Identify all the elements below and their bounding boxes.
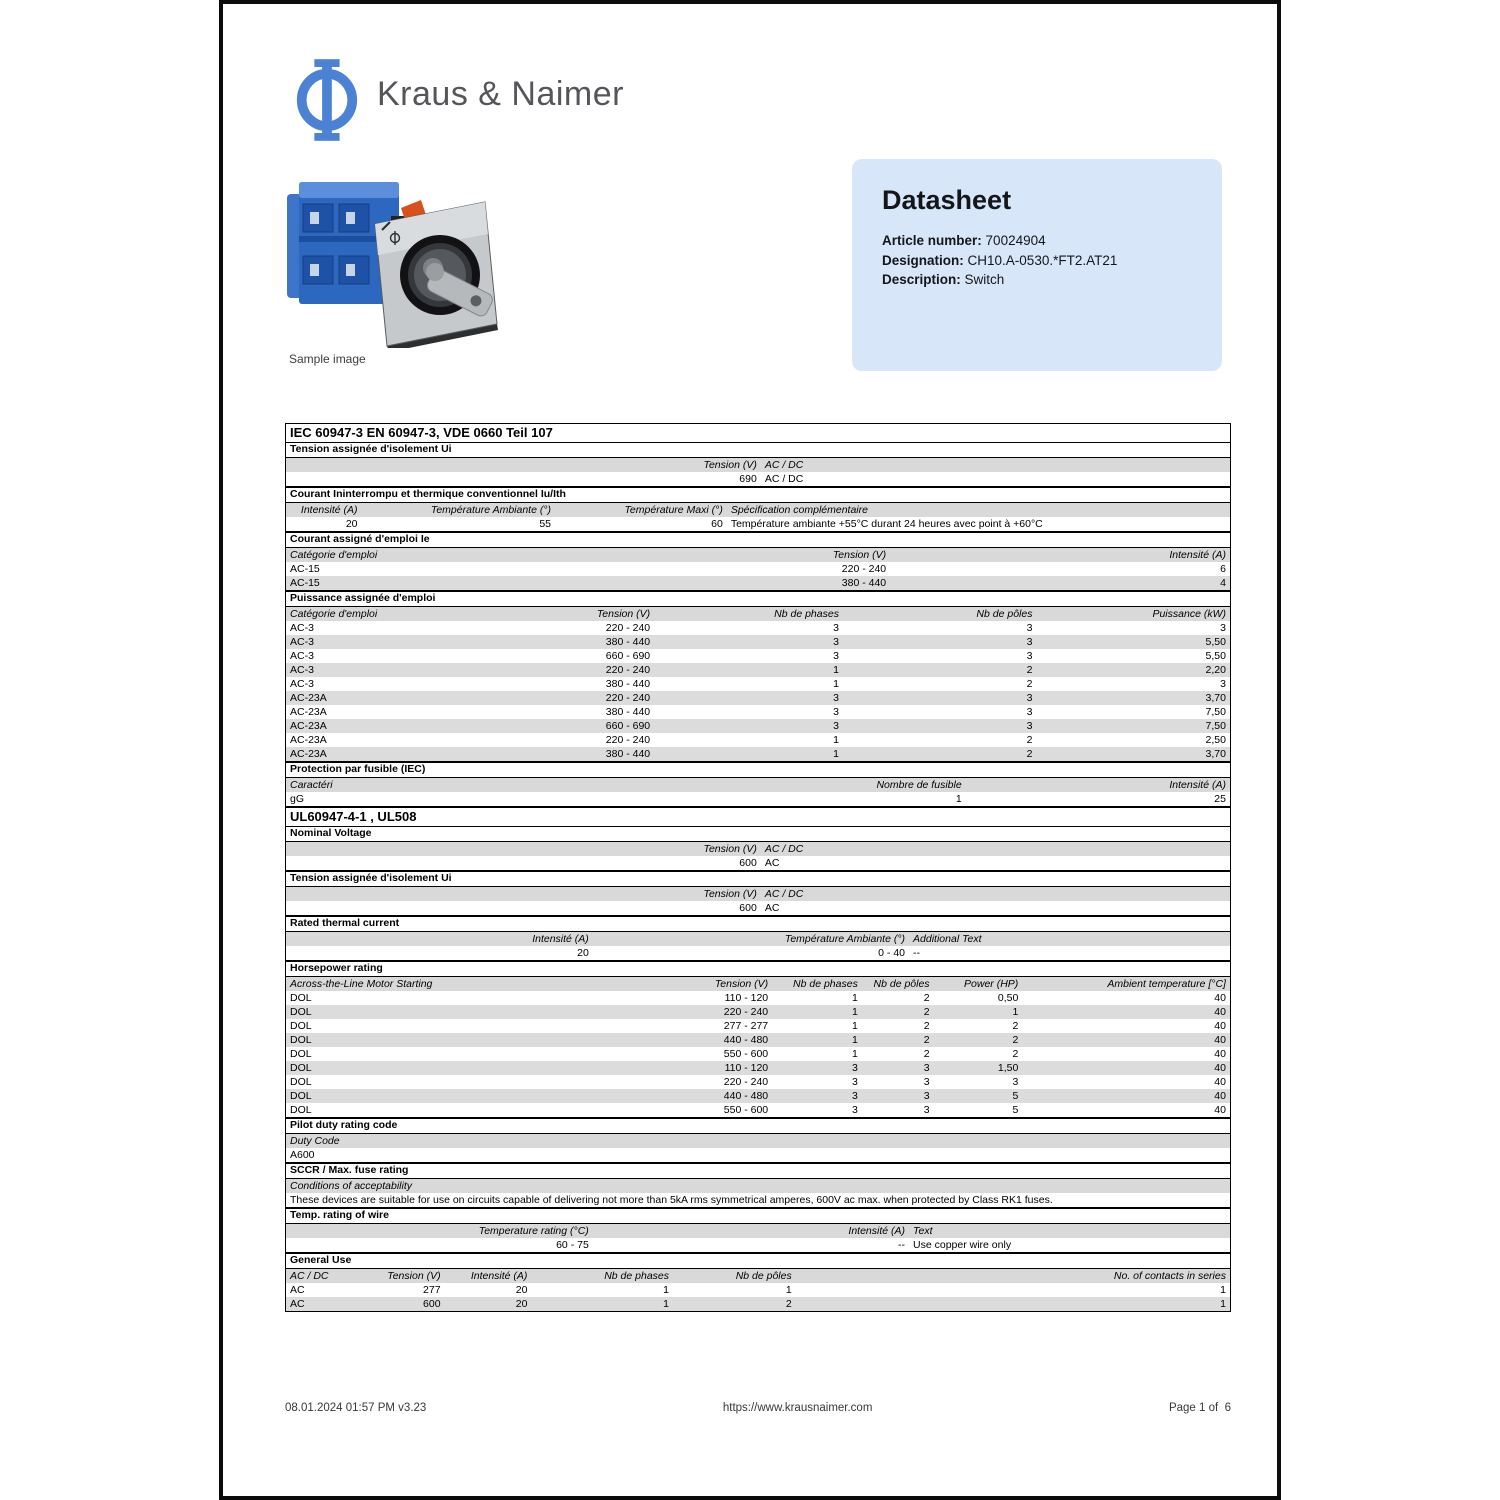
datasheet-title: Datasheet xyxy=(882,185,1012,215)
cell: 3 xyxy=(851,1076,858,1088)
section-title: Tension assignée d'isolement Ui xyxy=(290,443,452,455)
table-subsection-header xyxy=(286,486,1230,503)
cell: 380 - 440 xyxy=(605,678,651,690)
cell: 3 xyxy=(923,1104,930,1116)
cell: Intensité (A) xyxy=(1169,549,1226,561)
cell: 1 xyxy=(1012,1006,1019,1018)
table-row xyxy=(286,649,1230,663)
cell: AC xyxy=(290,1284,305,1296)
cell: 6 xyxy=(1220,563,1226,575)
cell: Duty Code xyxy=(290,1135,340,1147)
cell: 5 xyxy=(1012,1090,1019,1102)
table-row xyxy=(286,792,1230,806)
table-column-header-row xyxy=(286,1224,1230,1238)
cell: 3 xyxy=(833,622,839,634)
cell: Intensité (A) xyxy=(470,1270,528,1282)
cell: 2,50 xyxy=(1205,734,1226,746)
cell: DOL xyxy=(290,992,312,1004)
cell: 2 xyxy=(1026,664,1033,676)
designation-value: CH10.A-0530.*FT2.AT21 xyxy=(967,252,1118,268)
cell: 3 xyxy=(923,1076,930,1088)
cell: AC-3 xyxy=(290,664,314,676)
cell: Temperature rating (°C) xyxy=(478,1225,589,1237)
cell: 5,50 xyxy=(1205,650,1226,662)
cell: DOL xyxy=(290,1090,312,1102)
cell: Nb de pôles xyxy=(976,608,1033,620)
table-row xyxy=(286,1061,1230,1075)
cell: 277 xyxy=(423,1284,441,1296)
footer-page-number: Page 1 of 6 xyxy=(1168,1402,1231,1414)
cell: Température Ambiante (°) xyxy=(784,933,906,945)
table-row xyxy=(286,621,1230,635)
cell: Tension (V) xyxy=(387,1270,441,1282)
cell: 1 xyxy=(833,664,839,676)
page-footer xyxy=(285,1402,1231,1414)
cell: 3 xyxy=(1026,622,1033,634)
cell: 3 xyxy=(1026,720,1033,732)
table-column-header-row xyxy=(286,887,1230,901)
cell: Intensité (A) xyxy=(848,1225,906,1237)
cell: AC-3 xyxy=(290,622,314,634)
cell: 110 - 120 xyxy=(724,1062,769,1074)
cell: AC / DC xyxy=(764,888,804,900)
table-subsection-header xyxy=(286,1252,1230,1269)
cell: 5,50 xyxy=(1205,636,1226,648)
cell: 1 xyxy=(851,1006,858,1018)
section-title: Horsepower rating xyxy=(290,962,383,974)
cell: 3 xyxy=(833,692,839,704)
cell: 1,50 xyxy=(997,1062,1019,1074)
cell: AC xyxy=(764,902,780,914)
table-subsection-header xyxy=(286,870,1230,887)
cell: 3 xyxy=(833,636,839,648)
table-column-header-row xyxy=(286,977,1230,991)
table-row xyxy=(286,517,1230,531)
cell: 20 xyxy=(345,518,358,530)
cell: Power (HP) xyxy=(964,978,1019,990)
description-label: Description: xyxy=(882,272,961,287)
table-row xyxy=(286,1297,1230,1311)
cell: Température Ambiante (°) xyxy=(430,504,552,516)
table-row xyxy=(286,1283,1230,1297)
description-value: Switch xyxy=(964,272,1005,287)
section-title: Courant assigné d'emploi Ie xyxy=(290,533,430,545)
cell: AC-15 xyxy=(290,563,320,575)
cell: 20 xyxy=(515,1284,528,1296)
table-subsection-header xyxy=(286,590,1230,607)
cell: 40 xyxy=(1214,1006,1226,1018)
cell: 40 xyxy=(1214,1076,1226,1088)
cell: 440 - 480 xyxy=(723,1034,769,1046)
table-row xyxy=(286,747,1230,761)
cell: Catégorie d'emploi xyxy=(290,549,378,561)
section-title: SCCR / Max. fuse rating xyxy=(290,1164,409,1176)
cell: Nb de pôles xyxy=(873,978,930,990)
cell: 110 - 120 xyxy=(724,992,769,1004)
table-row xyxy=(286,663,1230,677)
cell: 2 xyxy=(923,1048,930,1060)
table-column-header-row xyxy=(286,1269,1230,1283)
cell: AC-23A xyxy=(290,720,327,732)
cell: 3 xyxy=(833,720,839,732)
cell: 3 xyxy=(1220,678,1226,690)
cell: Température Maxi (°) xyxy=(624,504,723,516)
table-column-header-row xyxy=(286,932,1230,946)
cell: 3 xyxy=(833,650,839,662)
cell: 3,70 xyxy=(1205,692,1226,704)
table-row xyxy=(286,991,1230,1005)
table-column-header-row xyxy=(286,503,1230,517)
cell: Text xyxy=(913,1225,933,1237)
cell: 2 xyxy=(923,1020,930,1032)
cell: Caractéri xyxy=(290,779,333,791)
table-row xyxy=(286,677,1230,691)
cell: 600 xyxy=(739,902,757,914)
cell: 3 xyxy=(1026,636,1033,648)
cell: 40 xyxy=(1214,992,1226,1004)
datasheet-card xyxy=(852,159,1222,371)
cell: DOL xyxy=(290,1006,312,1018)
footer-timestamp: 08.01.2024 01:57 PM v3.23 xyxy=(285,1402,427,1414)
cell: 20 xyxy=(577,947,589,959)
cell: 690 xyxy=(739,473,757,485)
table-subsection-header xyxy=(286,1117,1230,1134)
designation-line xyxy=(882,251,1194,271)
cell: 380 - 440 xyxy=(605,706,651,718)
table-row xyxy=(286,1033,1230,1047)
cell: Tension (V) xyxy=(703,843,757,855)
section-title: General Use xyxy=(290,1254,352,1266)
table-row xyxy=(286,719,1230,733)
table-row xyxy=(286,1047,1230,1061)
cell: AC-3 xyxy=(290,636,314,648)
cell: 0 - 40 xyxy=(878,947,906,959)
cell: 1 xyxy=(851,1020,858,1032)
table-row xyxy=(286,1193,1230,1207)
cell: Tension (V) xyxy=(703,459,757,471)
cell: 2 xyxy=(785,1298,792,1310)
cell: AC / DC xyxy=(290,1270,329,1282)
cell: 2,20 xyxy=(1205,664,1226,676)
cell: 1 xyxy=(663,1298,670,1310)
cell: 3 xyxy=(851,1062,858,1074)
table-column-header-row xyxy=(286,1179,1230,1193)
cell: 3 xyxy=(923,1090,930,1102)
section-title: Protection par fusible (IEC) xyxy=(290,763,426,775)
section-title: Nominal Voltage xyxy=(290,827,372,839)
cell: 1 xyxy=(833,748,839,760)
cell: Use copper wire only xyxy=(913,1239,1012,1251)
cell: 220 - 240 xyxy=(605,734,651,746)
cell: AC-3 xyxy=(290,678,314,690)
table-column-header-row xyxy=(286,842,1230,856)
cell: 600 xyxy=(423,1298,441,1310)
table-column-header-row xyxy=(286,778,1230,792)
cell: AC xyxy=(764,857,780,869)
footer-url: https://www.krausnaimer.com xyxy=(722,1402,873,1414)
cell: 2 xyxy=(1012,1048,1019,1060)
cell: 20 xyxy=(515,1298,528,1310)
table-column-header-row xyxy=(286,1134,1230,1148)
cell: AC-23A xyxy=(290,734,327,746)
cell: 1 xyxy=(833,678,839,690)
cell: AC-23A xyxy=(290,748,327,760)
cell: Nombre de fusible xyxy=(876,779,962,791)
cell: 380 - 440 xyxy=(841,577,887,589)
cell: 2 xyxy=(1026,678,1033,690)
cell: 40 xyxy=(1214,1104,1226,1116)
section-title: UL60947-4-1 , UL508 xyxy=(290,809,417,824)
table-row xyxy=(286,576,1230,590)
section-title: Tension assignée d'isolement Ui xyxy=(290,872,452,884)
cell: 40 xyxy=(1214,1020,1226,1032)
cell: AC / DC xyxy=(764,459,804,471)
product-image xyxy=(283,172,518,348)
cell: Nb de phases xyxy=(793,978,858,990)
cell: 2 xyxy=(1026,748,1033,760)
table-row xyxy=(286,1075,1230,1089)
cell: Across-the-Line Motor Starting xyxy=(290,978,433,990)
section-title: Temp. rating of wire xyxy=(290,1209,389,1221)
table-column-header-row xyxy=(286,458,1230,472)
cell: 380 - 440 xyxy=(605,636,651,648)
table-row xyxy=(286,472,1230,486)
cell: 380 - 440 xyxy=(605,748,651,760)
table-row xyxy=(286,691,1230,705)
cell: Ambient temperature [°C] xyxy=(1107,978,1226,990)
table-row xyxy=(286,733,1230,747)
cell: A600 xyxy=(290,1149,315,1161)
cell: These devices are suitable for use on circuits capable of delivering not more than 5kA rms symmetrical amperes, 600V ac max. when protected by Class RK1 fuses. xyxy=(290,1194,1053,1206)
cell: -- xyxy=(913,947,921,959)
cell: AC / DC xyxy=(764,473,804,485)
cell: 3 xyxy=(851,1104,858,1116)
cell: 1 xyxy=(785,1284,792,1296)
section-title: Pilot duty rating code xyxy=(290,1119,398,1131)
table-column-header-row xyxy=(286,548,1230,562)
cell: 277 - 277 xyxy=(723,1020,769,1032)
cell: Intensité (A) xyxy=(300,504,358,516)
brand-name: Kraus & Naimer xyxy=(377,75,624,113)
cell: gG xyxy=(290,793,305,805)
cell: 3 xyxy=(851,1090,858,1102)
table-subsection-header xyxy=(286,761,1230,778)
table-row xyxy=(286,1103,1230,1117)
section-title: Puissance assignée d'emploi xyxy=(290,592,436,604)
article-number-label: Article number: xyxy=(882,233,982,248)
cell: 7,50 xyxy=(1205,720,1226,732)
cell: 1 xyxy=(663,1284,670,1296)
cell: Température ambiante +55°C durant 24 heures avec point à +60°C xyxy=(730,518,1043,530)
cell: 40 xyxy=(1214,1048,1226,1060)
cell: Conditions of acceptability xyxy=(290,1180,412,1192)
table-row xyxy=(286,1148,1230,1162)
cell: Tension (V) xyxy=(596,608,651,620)
cell: 2 xyxy=(923,992,930,1004)
cell: 220 - 240 xyxy=(723,1076,769,1088)
cell: Nb de phases xyxy=(604,1270,670,1282)
cell: 3 xyxy=(833,706,839,718)
cell: 220 - 240 xyxy=(723,1006,769,1018)
table-column-header-row xyxy=(286,607,1230,621)
designation-label: Designation: xyxy=(882,252,964,268)
cell: DOL xyxy=(290,1034,312,1046)
table-row xyxy=(286,1019,1230,1033)
cell: Intensité (A) xyxy=(532,933,589,945)
cell: 1 xyxy=(851,1034,858,1046)
cell: 1 xyxy=(1220,1284,1226,1296)
cell: 1 xyxy=(1220,1298,1226,1310)
cell: 3 xyxy=(1026,650,1033,662)
cell: Catégorie d'emploi xyxy=(290,608,378,620)
cell: 660 - 690 xyxy=(605,650,651,662)
table-row xyxy=(286,1005,1230,1019)
cell: 2 xyxy=(1026,734,1033,746)
cell: 220 - 240 xyxy=(605,622,651,634)
cell: 3 xyxy=(1012,1076,1019,1088)
cell: AC-23A xyxy=(290,706,327,718)
cell: 550 - 600 xyxy=(723,1104,769,1116)
cell: 55 xyxy=(539,518,552,530)
cell: 40 xyxy=(1214,1034,1226,1046)
cell: AC-15 xyxy=(290,577,320,589)
cell: 220 - 240 xyxy=(605,692,651,704)
cell: 2 xyxy=(923,1034,930,1046)
sample-image-caption: Sample image xyxy=(289,352,366,366)
cell: 2 xyxy=(1012,1020,1019,1032)
cell: 3,70 xyxy=(1205,748,1226,760)
table-subsection-header xyxy=(286,531,1230,548)
table-row xyxy=(286,901,1230,915)
cell: 3 xyxy=(923,1062,930,1074)
cell: 440 - 480 xyxy=(723,1090,769,1102)
cell: 2 xyxy=(923,1006,930,1018)
table-row xyxy=(286,946,1230,960)
table-row xyxy=(286,856,1230,870)
table-subsection-header xyxy=(286,1162,1230,1179)
cell: DOL xyxy=(290,1076,312,1088)
cell: AC-23A xyxy=(290,692,327,704)
cell: 60 - 75 xyxy=(556,1239,589,1251)
section-title: IEC 60947-3 EN 60947-3, VDE 0660 Teil 107 xyxy=(290,425,553,440)
document-page xyxy=(219,0,1281,1500)
cell: DOL xyxy=(290,1048,312,1060)
cell: 7,50 xyxy=(1205,706,1226,718)
cell: 25 xyxy=(1214,793,1226,805)
cell: Puissance (kW) xyxy=(1152,608,1226,620)
cell: Additional Text xyxy=(913,933,982,945)
cell: 5 xyxy=(1012,1104,1019,1116)
table-row xyxy=(286,562,1230,576)
cell: Nb de phases xyxy=(774,608,839,620)
table-section-header xyxy=(286,424,1230,443)
cell: 40 xyxy=(1214,1062,1226,1074)
table-subsection-header xyxy=(286,443,1230,458)
cell: DOL xyxy=(290,1104,312,1116)
article-number-value: 70024904 xyxy=(985,233,1046,248)
cell: DOL xyxy=(290,1020,312,1032)
table-row xyxy=(286,705,1230,719)
cell: Tension (V) xyxy=(832,549,887,561)
cell: 1 xyxy=(851,992,858,1004)
cell: 3 xyxy=(1026,692,1033,704)
spec-table xyxy=(285,423,1231,1312)
table-subsection-header xyxy=(286,1207,1230,1224)
table-row xyxy=(286,1089,1230,1103)
cell: 0,50 xyxy=(997,992,1019,1004)
section-title: Courant Ininterrompu et thermique conventionnel Iu/Ith xyxy=(290,488,566,500)
cell: 60 xyxy=(711,518,723,530)
kraus-naimer-phi-logo-icon xyxy=(292,58,360,142)
cell: 3 xyxy=(1026,706,1033,718)
table-subsection-header xyxy=(286,915,1230,932)
cell: 600 xyxy=(739,857,757,869)
cell: Tension (V) xyxy=(714,978,769,990)
cell: 550 - 600 xyxy=(723,1048,769,1060)
cell: AC / DC xyxy=(764,843,804,855)
cell: 1 xyxy=(955,793,962,805)
cell: Spécification complémentaire xyxy=(730,504,868,516)
cell: No. of contacts in series xyxy=(1113,1270,1226,1282)
cell: 660 - 690 xyxy=(605,720,651,732)
cell: 4 xyxy=(1220,577,1226,589)
cell: 220 - 240 xyxy=(605,664,651,676)
description-line xyxy=(882,270,1194,290)
article-number-line xyxy=(882,231,1194,251)
cell: Intensité (A) xyxy=(1169,779,1226,791)
cell: -- xyxy=(898,1239,906,1251)
cell: Nb de pôles xyxy=(735,1270,792,1282)
table-row xyxy=(286,1238,1230,1252)
cell: DOL xyxy=(290,1062,312,1074)
cell: 220 - 240 xyxy=(841,563,887,575)
cell: 2 xyxy=(1012,1034,1019,1046)
section-title: Rated thermal current xyxy=(290,917,400,929)
cell: 3 xyxy=(1220,622,1226,634)
cell: AC xyxy=(290,1298,305,1310)
cell: 1 xyxy=(851,1048,858,1060)
cell: Tension (V) xyxy=(703,888,757,900)
cell: AC-3 xyxy=(290,650,314,662)
table-row xyxy=(286,635,1230,649)
table-section-header xyxy=(286,806,1230,827)
cell: 40 xyxy=(1214,1090,1226,1102)
table-subsection-header xyxy=(286,960,1230,977)
cell: 1 xyxy=(833,734,839,746)
table-subsection-header xyxy=(286,827,1230,842)
